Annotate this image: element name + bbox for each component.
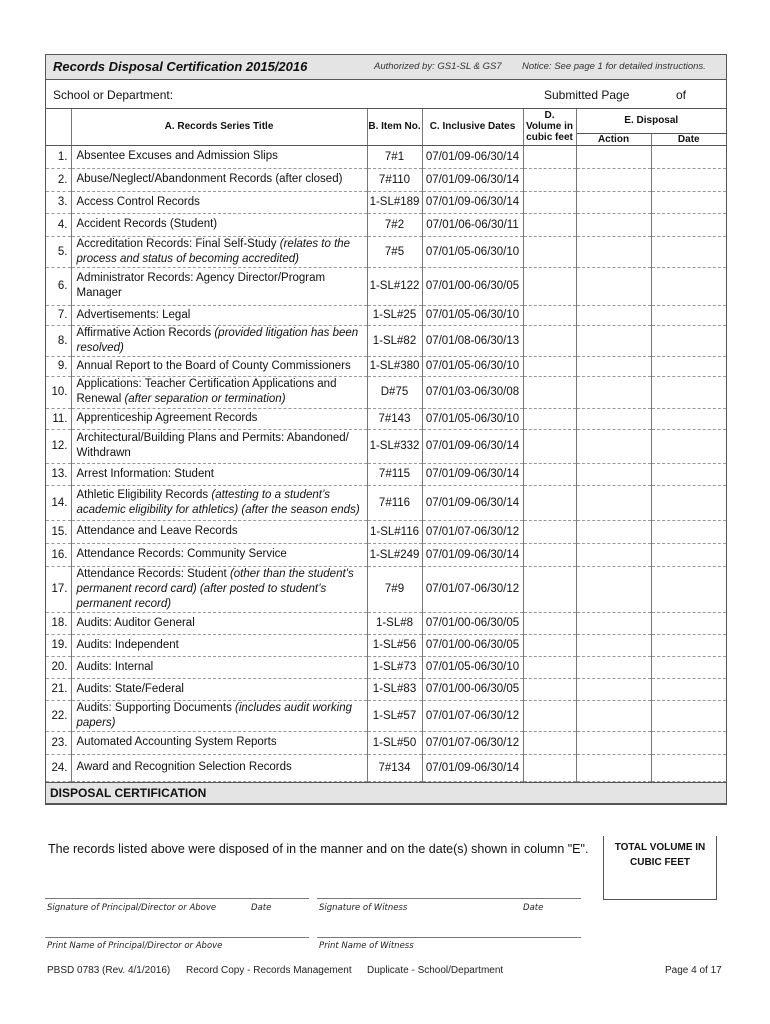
inclusive-dates: 07/01/00-06/30/05 bbox=[422, 267, 523, 305]
records-series-title bbox=[71, 656, 367, 678]
series-title-text: Audits: Supporting Documents bbox=[76, 701, 236, 714]
item-number: D#75 bbox=[367, 376, 422, 408]
inclusive-dates: 07/01/09-06/30/14 bbox=[422, 429, 523, 463]
disposal-date-cell[interactable] bbox=[651, 543, 726, 566]
disposal-certification-heading: DISPOSAL CERTIFICATION bbox=[46, 782, 726, 804]
school-row bbox=[46, 80, 726, 109]
table-row bbox=[46, 356, 726, 376]
volume-cell[interactable] bbox=[523, 485, 576, 520]
disposal-action-cell[interactable] bbox=[576, 376, 651, 408]
row-number: 21. bbox=[46, 678, 71, 700]
row-number: 4. bbox=[46, 213, 71, 236]
inclusive-dates: 07/01/05-06/30/10 bbox=[422, 408, 523, 429]
series-title-text: Administrator Records: Agency Director/Program Manager bbox=[76, 272, 326, 299]
inclusive-dates: 07/01/08-06/30/13 bbox=[422, 325, 523, 356]
records-series-title bbox=[71, 543, 367, 566]
submitted-page-label: Submitted Page bbox=[544, 88, 630, 102]
column-b-header: B. Item No. bbox=[367, 109, 422, 145]
form-title-bar bbox=[46, 55, 726, 80]
disposal-action-cell[interactable] bbox=[576, 267, 651, 305]
volume-cell[interactable] bbox=[523, 656, 576, 678]
inclusive-dates: 07/01/09-06/30/14 bbox=[422, 191, 523, 213]
column-e-header: E. Disposal bbox=[576, 109, 726, 133]
records-series-title bbox=[71, 429, 367, 463]
column-d-label-2: Volume in bbox=[525, 121, 574, 133]
row-number: 1. bbox=[46, 145, 71, 168]
row-number: 19. bbox=[46, 634, 71, 656]
column-e-date-header: Date bbox=[651, 133, 726, 145]
records-series-title bbox=[71, 408, 367, 429]
disposal-action-cell[interactable] bbox=[576, 168, 651, 191]
item-number: 7#143 bbox=[367, 408, 422, 429]
volume-cell[interactable] bbox=[523, 634, 576, 656]
inclusive-dates: 07/01/06-06/30/11 bbox=[422, 213, 523, 236]
column-d-label-3: cubic feet bbox=[526, 132, 573, 144]
row-number: 20. bbox=[46, 656, 71, 678]
inclusive-dates: 07/01/09-06/30/14 bbox=[422, 485, 523, 520]
series-title-note: (includes audit working papers) bbox=[76, 701, 353, 729]
item-number: 7#1 bbox=[367, 145, 422, 168]
item-number: 1-SL#73 bbox=[367, 656, 422, 678]
item-number: 7#2 bbox=[367, 213, 422, 236]
row-number: 5. bbox=[46, 236, 71, 267]
total-volume-label-2: CUBIC FEET bbox=[630, 857, 690, 868]
table-row bbox=[46, 754, 726, 781]
records-form bbox=[45, 54, 727, 805]
series-title-text: Advertisements: Legal bbox=[76, 308, 191, 321]
table-row bbox=[46, 325, 726, 356]
item-number: 7#134 bbox=[367, 754, 422, 781]
table-row bbox=[46, 700, 726, 731]
records-series-title bbox=[71, 463, 367, 485]
disposal-date-cell[interactable] bbox=[651, 463, 726, 485]
column-d-header bbox=[523, 109, 576, 145]
disposal-action-cell[interactable] bbox=[576, 305, 651, 325]
inclusive-dates: 07/01/07-06/30/12 bbox=[422, 731, 523, 754]
inclusive-dates: 07/01/00-06/30/05 bbox=[422, 678, 523, 700]
disposal-date-cell[interactable] bbox=[651, 429, 726, 463]
inclusive-dates: 07/01/07-06/30/12 bbox=[422, 520, 523, 543]
records-table-body bbox=[46, 145, 726, 781]
series-title-text: Accident Records (Student) bbox=[76, 218, 218, 230]
witness-signature-label: Signature of Witness bbox=[319, 903, 408, 913]
inclusive-dates: 07/01/03-06/30/08 bbox=[422, 376, 523, 408]
disposal-action-cell[interactable] bbox=[576, 566, 651, 612]
disposal-action-cell[interactable] bbox=[576, 485, 651, 520]
volume-cell[interactable] bbox=[523, 408, 576, 429]
series-title-text: Audits: Independent bbox=[76, 638, 179, 651]
records-series-title bbox=[71, 236, 367, 267]
volume-cell[interactable] bbox=[523, 325, 576, 356]
item-number: 1-SL#83 bbox=[367, 678, 422, 700]
row-number: 11. bbox=[46, 408, 71, 429]
row-number: 15. bbox=[46, 520, 71, 543]
table-row bbox=[46, 168, 726, 191]
disposal-action-cell[interactable] bbox=[576, 429, 651, 463]
volume-cell[interactable] bbox=[523, 305, 576, 325]
disposal-action-cell[interactable] bbox=[576, 356, 651, 376]
row-number: 7. bbox=[46, 305, 71, 325]
inclusive-dates: 07/01/09-06/30/14 bbox=[422, 168, 523, 191]
table-row bbox=[46, 566, 726, 612]
item-number: 7#9 bbox=[367, 566, 422, 612]
series-title-note: (after separation or termination) bbox=[124, 393, 286, 405]
volume-cell[interactable] bbox=[523, 566, 576, 612]
table-row bbox=[46, 634, 726, 656]
disposal-date-cell[interactable] bbox=[651, 520, 726, 543]
table-row bbox=[46, 543, 726, 566]
table-row bbox=[46, 678, 726, 700]
disposal-date-cell[interactable] bbox=[651, 236, 726, 267]
records-series-title bbox=[71, 634, 367, 656]
series-title-text: Applications: Teacher Certification Applications and Renewal bbox=[76, 378, 337, 405]
disposal-date-cell[interactable] bbox=[651, 305, 726, 325]
table-row bbox=[46, 612, 726, 634]
disposal-action-cell[interactable] bbox=[576, 543, 651, 566]
records-series-title bbox=[71, 213, 367, 236]
column-a-header: A. Records Series Title bbox=[71, 109, 367, 145]
series-title-text: Absentee Excuses and Admission Slips bbox=[76, 150, 278, 162]
row-number: 3. bbox=[46, 191, 71, 213]
records-series-title bbox=[71, 700, 367, 731]
item-number: 1-SL#57 bbox=[367, 700, 422, 731]
table-row bbox=[46, 463, 726, 485]
inclusive-dates: 07/01/07-06/30/12 bbox=[422, 566, 523, 612]
table-row bbox=[46, 191, 726, 213]
row-number: 2. bbox=[46, 168, 71, 191]
row-number: 10. bbox=[46, 376, 71, 408]
table-row bbox=[46, 731, 726, 754]
records-series-title bbox=[71, 520, 367, 543]
volume-cell[interactable] bbox=[523, 168, 576, 191]
series-title-text: Apprenticeship Agreement Records bbox=[76, 412, 258, 424]
column-e-action-header: Action bbox=[576, 133, 651, 145]
table-row bbox=[46, 376, 726, 408]
principal-date-label: Date bbox=[251, 903, 272, 913]
inclusive-dates: 07/01/05-06/30/10 bbox=[422, 305, 523, 325]
volume-cell[interactable] bbox=[523, 754, 576, 781]
records-series-title bbox=[71, 356, 367, 376]
disposal-date-cell[interactable] bbox=[651, 731, 726, 754]
series-title-text: Audits: Auditor General bbox=[76, 616, 195, 629]
disposal-action-cell[interactable] bbox=[576, 408, 651, 429]
records-series-title bbox=[71, 145, 367, 168]
series-title-text: Attendance Records: Community Service bbox=[76, 548, 287, 560]
disposal-action-cell[interactable] bbox=[576, 191, 651, 213]
principal-signature-line[interactable] bbox=[45, 898, 309, 899]
disposal-date-cell[interactable] bbox=[651, 325, 726, 356]
table-row bbox=[46, 145, 726, 168]
item-number: 1-SL#82 bbox=[367, 325, 422, 356]
duplicate-note: Duplicate - School/Department bbox=[367, 965, 504, 976]
volume-cell[interactable] bbox=[523, 267, 576, 305]
series-title-note: (provided litigation has been resolved) bbox=[76, 326, 359, 354]
series-title-text: Architectural/Building Plans and Permits: Abandoned/ Withdrawn bbox=[76, 432, 349, 459]
inclusive-dates: 07/01/00-06/30/05 bbox=[422, 612, 523, 634]
records-series-title bbox=[71, 612, 367, 634]
row-number: 13. bbox=[46, 463, 71, 485]
disposal-action-cell[interactable] bbox=[576, 145, 651, 168]
volume-cell[interactable] bbox=[523, 356, 576, 376]
item-number: 1-SL#25 bbox=[367, 305, 422, 325]
disposal-action-cell[interactable] bbox=[576, 656, 651, 678]
disposal-date-cell[interactable] bbox=[651, 213, 726, 236]
disposal-date-cell[interactable] bbox=[651, 267, 726, 305]
inclusive-dates: 07/01/00-06/30/05 bbox=[422, 634, 523, 656]
item-number: 1-SL#380 bbox=[367, 356, 422, 376]
item-number: 1-SL#8 bbox=[367, 612, 422, 634]
column-d-label: D. bbox=[544, 110, 555, 122]
item-number: 1-SL#50 bbox=[367, 731, 422, 754]
series-title-text: Arrest Information: Student bbox=[76, 467, 214, 480]
total-volume-label: TOTAL VOLUME IN bbox=[614, 842, 706, 853]
disposal-action-cell[interactable] bbox=[576, 731, 651, 754]
series-title-note: (relates to the process and status of becoming accredited) bbox=[76, 237, 351, 265]
row-number: 9. bbox=[46, 356, 71, 376]
series-title-text: Annual Report to the Board of County Commissioners bbox=[76, 359, 351, 372]
total-volume-box[interactable] bbox=[603, 836, 717, 900]
witness-signature-line[interactable] bbox=[317, 898, 581, 899]
item-number: 7#110 bbox=[367, 168, 422, 191]
item-number: 1-SL#116 bbox=[367, 520, 422, 543]
series-title-text: Audits: Internal bbox=[76, 660, 154, 673]
disposal-date-cell[interactable] bbox=[651, 145, 726, 168]
disposal-date-cell[interactable] bbox=[651, 376, 726, 408]
table-row bbox=[46, 429, 726, 463]
series-title-text: Attendance and Leave Records bbox=[76, 525, 238, 537]
witness-date-label: Date bbox=[523, 903, 544, 913]
table-row bbox=[46, 520, 726, 543]
series-title-text: Award and Recognition Selection Records bbox=[76, 761, 292, 773]
disposal-date-cell[interactable] bbox=[651, 485, 726, 520]
records-series-title bbox=[71, 376, 367, 408]
item-number: 1-SL#189 bbox=[367, 191, 422, 213]
volume-cell[interactable] bbox=[523, 429, 576, 463]
page-number: Page 4 of 17 bbox=[665, 965, 722, 976]
series-title-text: Audits: State/Federal bbox=[76, 682, 184, 695]
school-department-label: School or Department: bbox=[53, 88, 174, 102]
principal-signature-label: Signature of Principal/Director or Above bbox=[47, 903, 217, 913]
disposal-date-cell[interactable] bbox=[651, 408, 726, 429]
records-table bbox=[46, 109, 726, 782]
item-number: 1-SL#332 bbox=[367, 429, 422, 463]
series-title-text: Automated Accounting System Reports bbox=[76, 736, 277, 748]
inclusive-dates: 07/01/09-06/30/14 bbox=[422, 145, 523, 168]
records-series-title bbox=[71, 754, 367, 781]
records-series-title bbox=[71, 731, 367, 754]
records-series-title bbox=[71, 191, 367, 213]
records-series-title bbox=[71, 566, 367, 612]
volume-cell[interactable] bbox=[523, 145, 576, 168]
disposal-action-cell[interactable] bbox=[576, 612, 651, 634]
of-label: of bbox=[676, 88, 687, 102]
item-number: 1-SL#122 bbox=[367, 267, 422, 305]
inclusive-dates: 07/01/07-06/30/12 bbox=[422, 700, 523, 731]
item-number: 7#5 bbox=[367, 236, 422, 267]
disposal-date-cell[interactable] bbox=[651, 678, 726, 700]
volume-cell[interactable] bbox=[523, 236, 576, 267]
row-number: 8. bbox=[46, 325, 71, 356]
disposal-date-cell[interactable] bbox=[651, 656, 726, 678]
disposal-action-cell[interactable] bbox=[576, 700, 651, 731]
disposal-date-cell[interactable] bbox=[651, 566, 726, 612]
row-number: 24. bbox=[46, 754, 71, 781]
records-series-title bbox=[71, 267, 367, 305]
disposal-date-cell[interactable] bbox=[651, 754, 726, 781]
form-number: PBSD 0783 (Rev. 4/1/2016) bbox=[47, 965, 171, 976]
volume-cell[interactable] bbox=[523, 543, 576, 566]
volume-cell[interactable] bbox=[523, 612, 576, 634]
disposal-action-cell[interactable] bbox=[576, 520, 651, 543]
inclusive-dates: 07/01/09-06/30/14 bbox=[422, 754, 523, 781]
disposal-date-cell[interactable] bbox=[651, 168, 726, 191]
records-series-title bbox=[71, 678, 367, 700]
column-c-header: C. Inclusive Dates bbox=[422, 109, 523, 145]
principal-print-name-label: Print Name of Principal/Director or Above bbox=[47, 941, 223, 951]
volume-cell[interactable] bbox=[523, 376, 576, 408]
principal-print-name-line[interactable] bbox=[45, 937, 309, 938]
volume-cell[interactable] bbox=[523, 520, 576, 543]
table-row bbox=[46, 656, 726, 678]
row-number-header bbox=[46, 109, 71, 145]
row-number: 22. bbox=[46, 700, 71, 731]
volume-cell[interactable] bbox=[523, 213, 576, 236]
table-row bbox=[46, 213, 726, 236]
disposal-date-cell[interactable] bbox=[651, 356, 726, 376]
disposal-action-cell[interactable] bbox=[576, 678, 651, 700]
item-number: 1-SL#249 bbox=[367, 543, 422, 566]
volume-cell[interactable] bbox=[523, 191, 576, 213]
series-title-note: (other than the student’s permanent record card) (after posted to student’s permanent record) bbox=[76, 567, 354, 610]
records-series-title bbox=[71, 485, 367, 520]
authorized-by: Authorized by: GS1-SL & GS7 bbox=[374, 61, 502, 72]
record-copy-note: Record Copy - Records Management bbox=[186, 965, 352, 976]
inclusive-dates: 07/01/05-06/30/10 bbox=[422, 356, 523, 376]
notice-text: Notice: See page 1 for detailed instructions. bbox=[522, 61, 706, 72]
table-row bbox=[46, 267, 726, 305]
inclusive-dates: 07/01/05-06/30/10 bbox=[422, 236, 523, 267]
disposal-date-cell[interactable] bbox=[651, 700, 726, 731]
disposal-action-cell[interactable] bbox=[576, 754, 651, 781]
witness-print-name-line[interactable] bbox=[317, 937, 581, 938]
certification-statement: The records listed above were disposed of in the manner and on the date(s) shown in column "E". bbox=[48, 842, 589, 856]
volume-cell[interactable] bbox=[523, 678, 576, 700]
disposal-date-cell[interactable] bbox=[651, 634, 726, 656]
item-number: 7#115 bbox=[367, 463, 422, 485]
row-number: 23. bbox=[46, 731, 71, 754]
records-series-title bbox=[71, 168, 367, 191]
inclusive-dates: 07/01/05-06/30/10 bbox=[422, 656, 523, 678]
volume-cell[interactable] bbox=[523, 731, 576, 754]
series-title-text: Athletic Eligibility Records bbox=[76, 488, 212, 501]
row-number: 12. bbox=[46, 429, 71, 463]
inclusive-dates: 07/01/09-06/30/14 bbox=[422, 463, 523, 485]
disposal-date-cell[interactable] bbox=[651, 191, 726, 213]
disposal-date-cell[interactable] bbox=[651, 612, 726, 634]
witness-print-name-label: Print Name of Witness bbox=[319, 941, 414, 951]
inclusive-dates: 07/01/09-06/30/14 bbox=[422, 543, 523, 566]
series-title-text: Attendance Records: Student bbox=[76, 567, 230, 580]
table-row bbox=[46, 485, 726, 520]
series-title-text: Affirmative Action Records bbox=[76, 326, 215, 339]
row-number: 16. bbox=[46, 543, 71, 566]
series-title-text: Access Control Records bbox=[76, 195, 200, 208]
item-number: 7#116 bbox=[367, 485, 422, 520]
records-series-title bbox=[71, 325, 367, 356]
disposal-action-cell[interactable] bbox=[576, 634, 651, 656]
disposal-action-cell[interactable] bbox=[576, 236, 651, 267]
table-row bbox=[46, 236, 726, 267]
row-number: 14. bbox=[46, 485, 71, 520]
volume-cell[interactable] bbox=[523, 700, 576, 731]
row-number: 17. bbox=[46, 566, 71, 612]
series-title-note: (attesting to a student’s academic eligibility for athletics) (after the season ends) bbox=[76, 488, 360, 516]
disposal-action-cell[interactable] bbox=[576, 213, 651, 236]
volume-cell[interactable] bbox=[523, 463, 576, 485]
series-title-text: Abuse/Neglect/Abandonment Records (after closed) bbox=[76, 173, 343, 185]
form-title: Records Disposal Certification 2015/2016 bbox=[53, 59, 308, 74]
table-row bbox=[46, 408, 726, 429]
row-number: 18. bbox=[46, 612, 71, 634]
row-number: 6. bbox=[46, 267, 71, 305]
series-title-text: Accreditation Records: Final Self-Study bbox=[76, 237, 280, 250]
disposal-action-cell[interactable] bbox=[576, 325, 651, 356]
table-row bbox=[46, 305, 726, 325]
disposal-action-cell[interactable] bbox=[576, 463, 651, 485]
records-series-title bbox=[71, 305, 367, 325]
item-number: 1-SL#56 bbox=[367, 634, 422, 656]
